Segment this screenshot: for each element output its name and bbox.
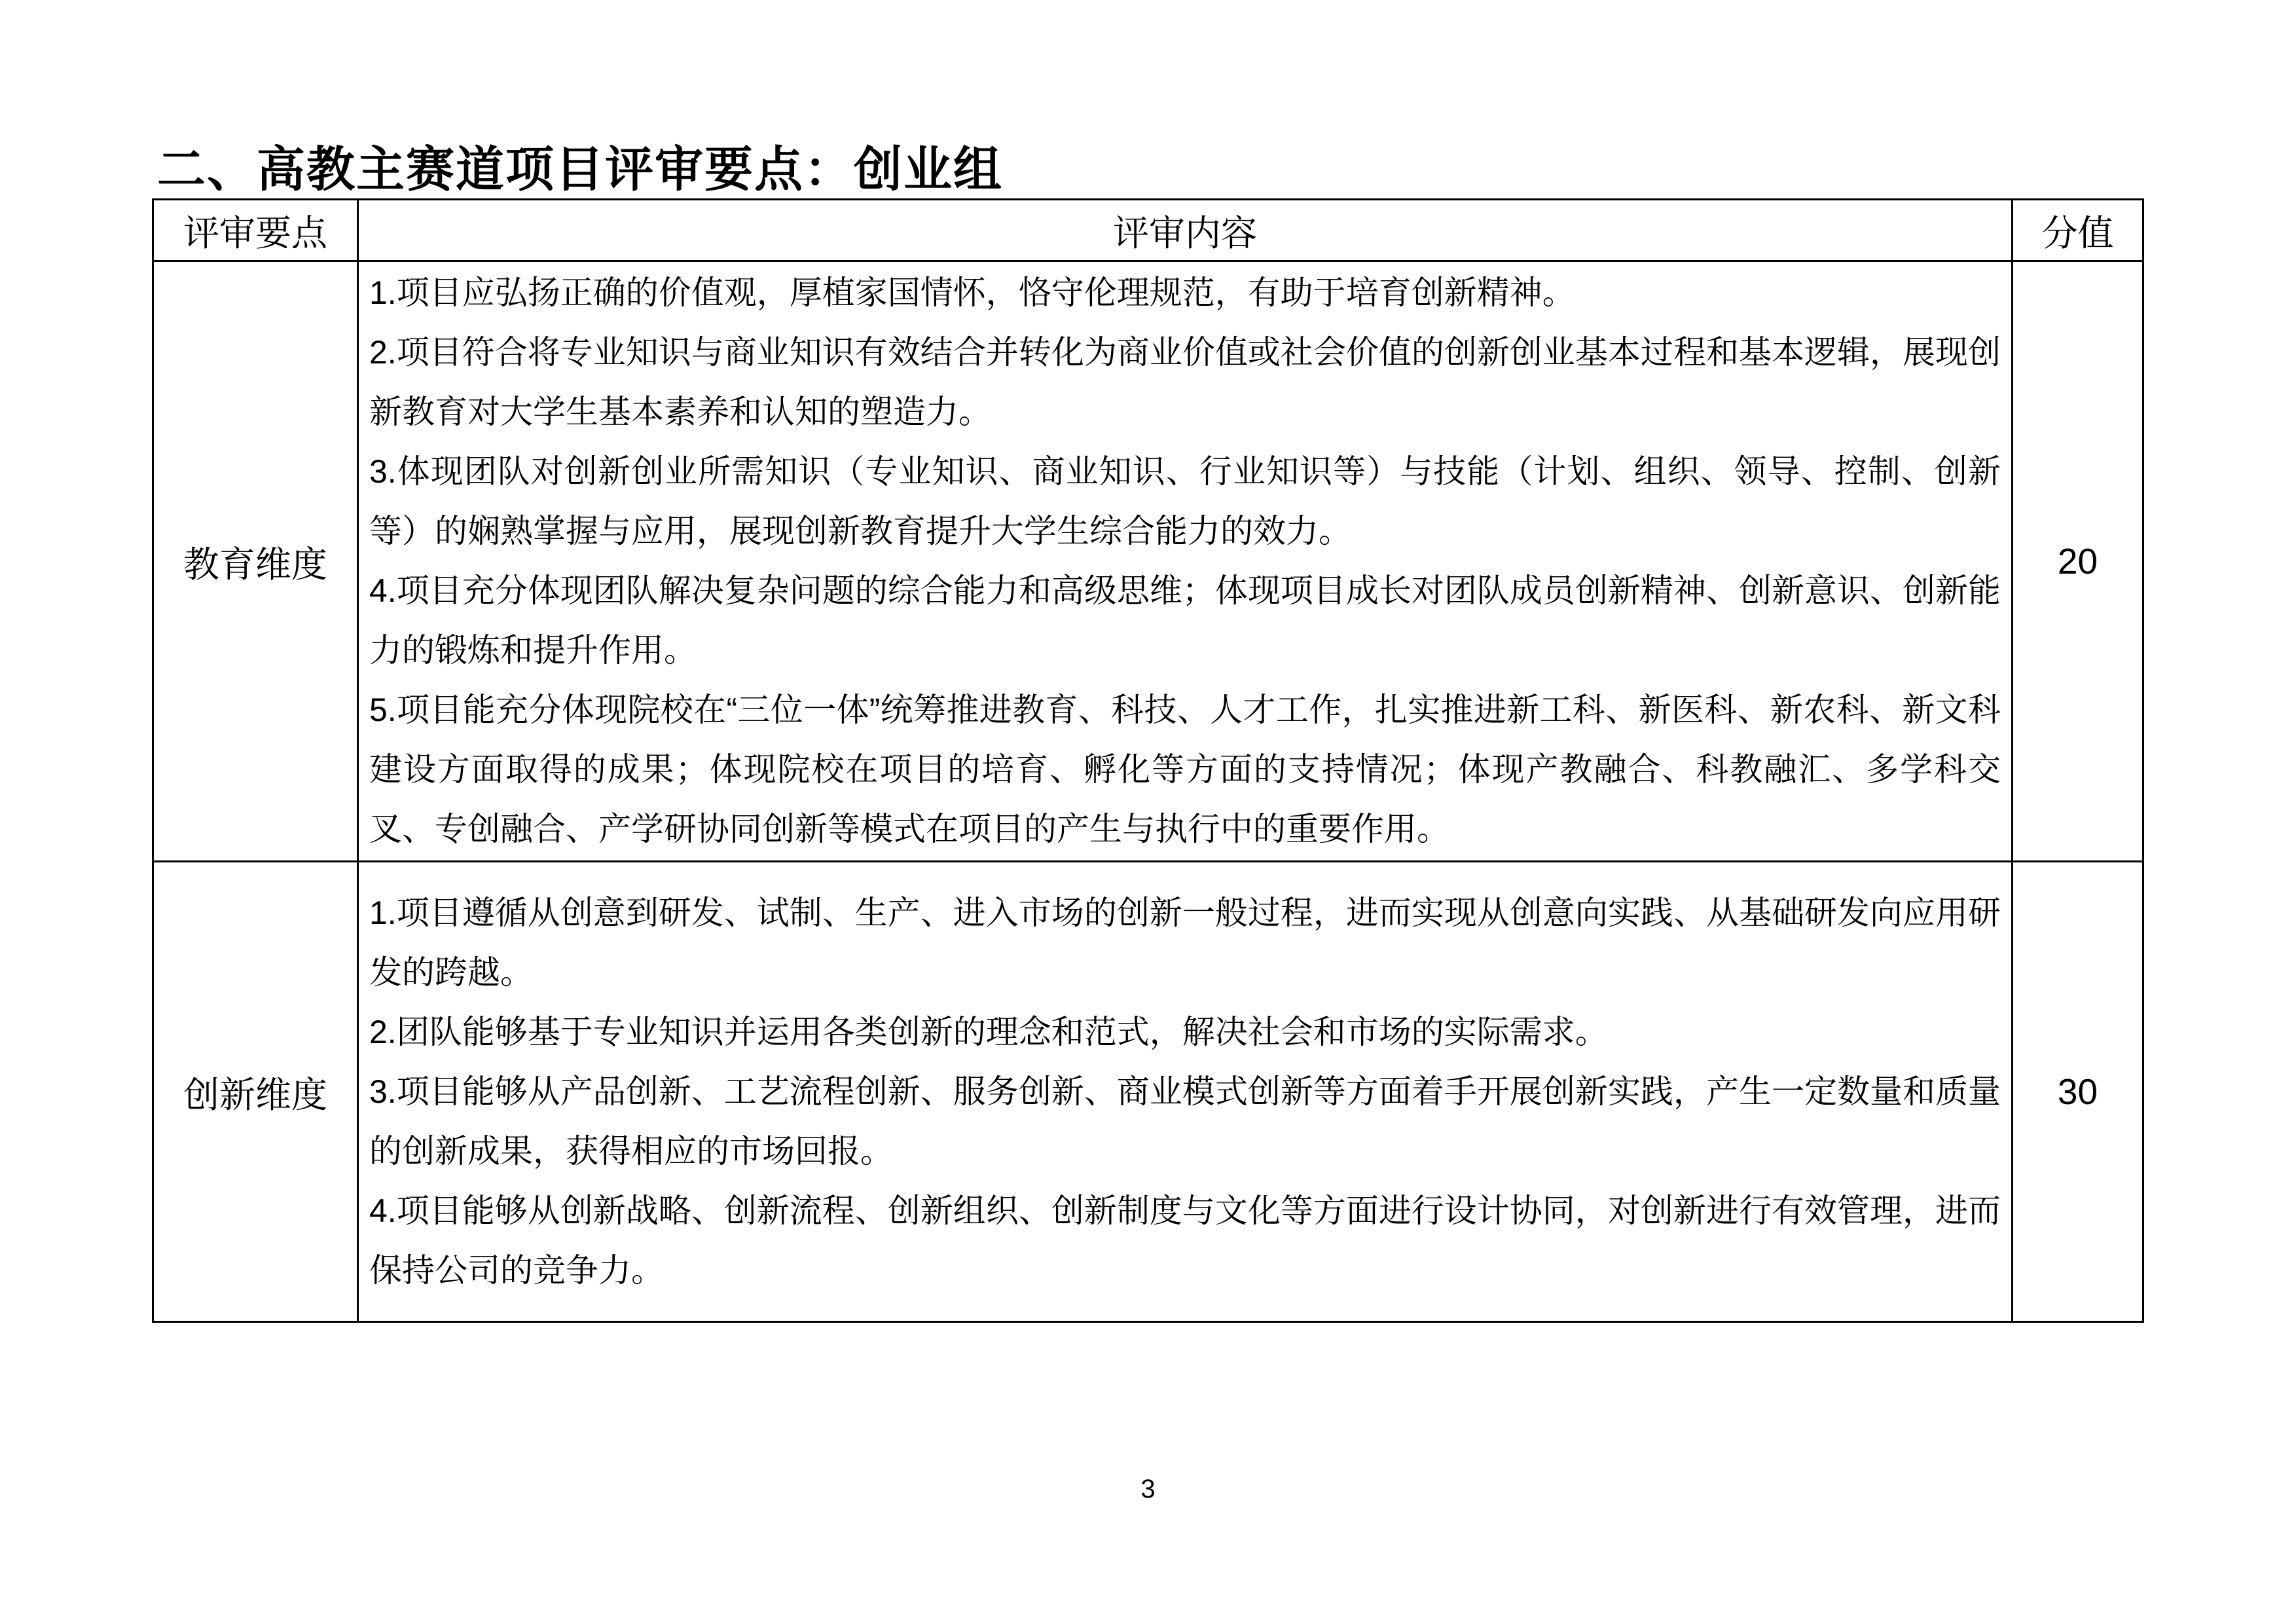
criteria-item: 4.项目充分体现团队解决复杂问题的综合能力和高级思维；体现项目成长对团队成员创新精神、创新意识、创新能力的锻炼和提升作用。	[369, 572, 2001, 669]
criteria-item: 2.团队能够基于专业知识并运用各类创新的理念和范式，解决社会和市场的实际需求。	[369, 1013, 1608, 1050]
criteria-item: 5.项目能充分体现院校在“三位一体”统筹推进教育、科技、人才工作，扎实推进新工科、新医科、新农科、新文科建设方面取得的成果；体现院校在项目的培育、孵化等方面的支持情况；体现产教融合、科教融汇、多学科交叉、专创融合、产学研协同创新等模式在项目的产生与执行中的重要作用。	[369, 692, 2001, 847]
page-number: 3	[1140, 1475, 1156, 1504]
dimension-label-innovation: 创新维度	[153, 862, 358, 1322]
table-row-innovation-dimension	[153, 862, 2143, 1322]
dimension-label-education: 教育维度	[153, 261, 358, 862]
criteria-cell-innovation	[358, 862, 2013, 1322]
criteria-item: 1.项目遵循从创意到研发、试制、生产、进入市场的创新一般过程，进而实现从创意向实践、从基础研发向应用研发的跨越。	[369, 894, 2001, 991]
review-criteria-table	[152, 198, 2144, 1323]
score-value-education: 20	[2013, 261, 2143, 862]
criteria-item: 2.项目符合将专业知识与商业知识有效结合并转化为商业价值或社会价值的创新创业基本过程和基本逻辑，展现创新教育对大学生基本素养和认知的塑造力。	[369, 334, 2001, 430]
score-value-innovation: 30	[2013, 862, 2143, 1322]
page-title: 二、高教主赛道项目评审要点：创业组	[157, 142, 1003, 196]
table-row-education-dimension	[153, 261, 2143, 862]
column-header-review-point: 评审要点	[153, 200, 358, 261]
criteria-item: 3.体现团队对创新创业所需知识（专业知识、商业知识、行业知识等）与技能（计划、组织、领导、控制、创新等）的娴熟掌握与应用，展现创新教育提升大学生综合能力的效力。	[369, 453, 2001, 549]
criteria-item: 4.项目能够从创新战略、创新流程、创新组织、创新制度与文化等方面进行设计协同，对创新进行有效管理，进而保持公司的竞争力。	[369, 1192, 2001, 1289]
criteria-item: 1.项目应弘扬正确的价值观，厚植家国情怀，恪守伦理规范，有助于培育创新精神。	[369, 274, 1575, 311]
criteria-item: 3.项目能够从产品创新、工艺流程创新、服务创新、商业模式创新等方面着手开展创新实践，产生一定数量和质量的创新成果，获得相应的市场回报。	[369, 1073, 2001, 1170]
criteria-cell-education	[358, 261, 2013, 862]
column-header-review-content: 评审内容	[358, 200, 2013, 261]
table-header-row	[153, 200, 2143, 261]
column-header-score: 分值	[2013, 200, 2143, 261]
